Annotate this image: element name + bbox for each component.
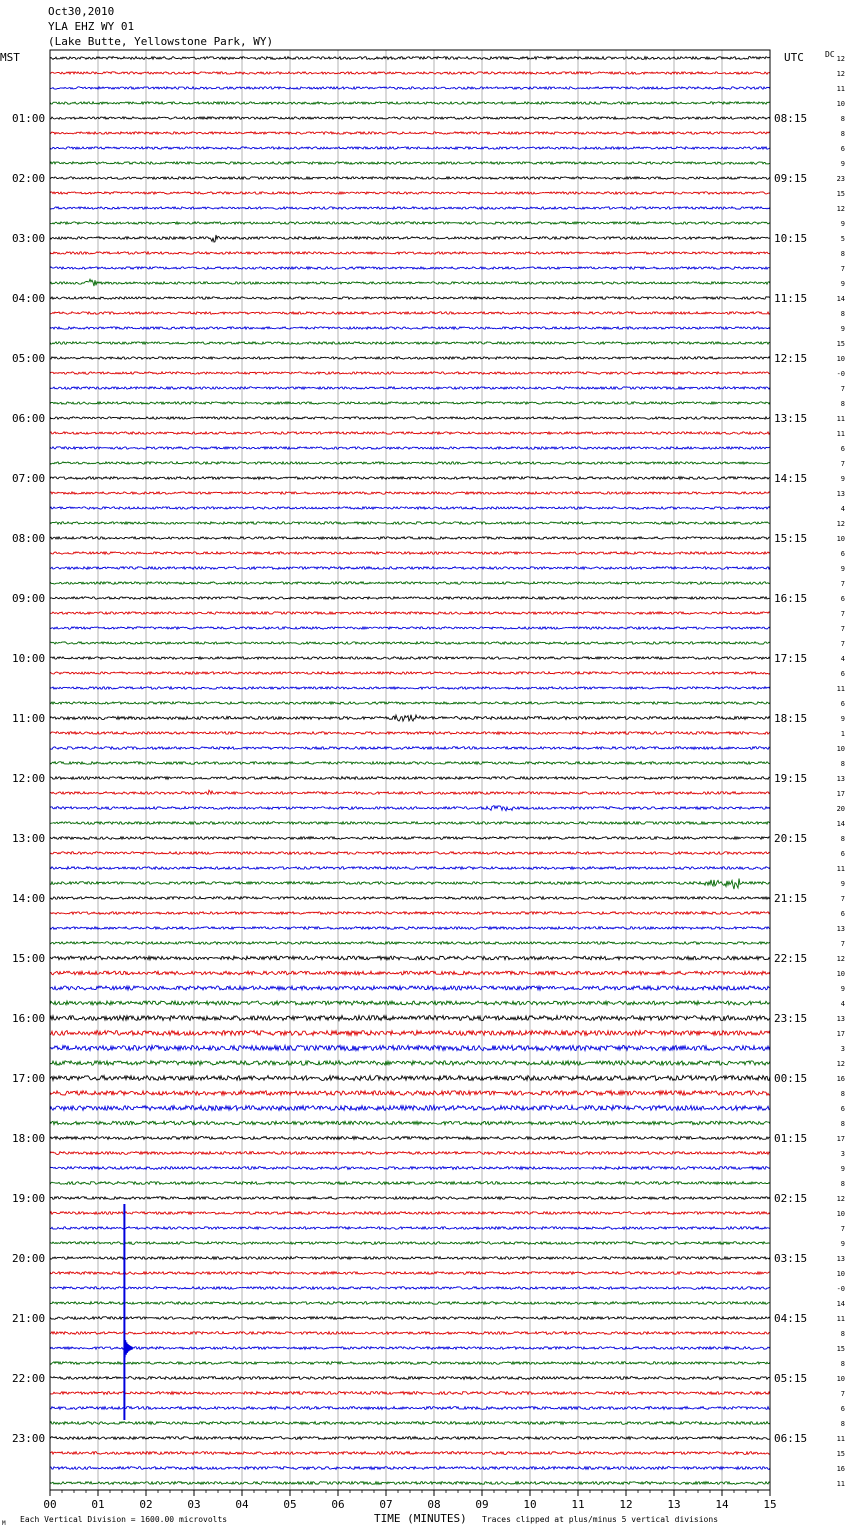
dc-offset-value: 11: [836, 865, 845, 873]
trace-row: [50, 207, 770, 209]
left-hour-label: 13:00: [12, 832, 46, 845]
trace-row: [50, 702, 770, 704]
right-hour-label: 17:15: [774, 652, 808, 665]
x-tick-label: 12: [619, 1498, 633, 1511]
left-hour-label: 23:00: [12, 1432, 46, 1445]
dc-offset-value: 8: [840, 400, 845, 408]
dc-offset-value: 9: [840, 985, 845, 993]
left-hour-label: 02:00: [12, 172, 46, 185]
trace-row: [50, 672, 770, 674]
dc-offset-value: 5: [840, 235, 845, 243]
x-tick-label: 14: [715, 1498, 729, 1511]
dc-offset-value: 6: [840, 445, 845, 453]
dc-offset-value: 6: [840, 550, 845, 558]
station-location: (Lake Butte, Yellowstone Park, WY): [48, 35, 274, 48]
trace-row: [50, 132, 770, 134]
dc-offset-value: 13: [836, 1255, 845, 1263]
dc-offset-labels: [837, 55, 845, 1488]
left-hour-label: 03:00: [12, 232, 46, 245]
trace-row: [50, 1076, 770, 1081]
trace-row: [50, 956, 770, 960]
right-hour-label: 10:15: [774, 232, 808, 245]
dc-offset-value: 8: [840, 310, 845, 318]
trace-row: [50, 777, 770, 780]
dc-offset-value: 11: [836, 1435, 845, 1443]
trace-row: [50, 1437, 770, 1440]
dc-offset-value: 9: [840, 1165, 845, 1173]
trace-row: [50, 1016, 770, 1021]
right-hour-label: 21:15: [774, 892, 808, 905]
dc-offset-value: 14: [836, 295, 845, 303]
trace-row: [50, 162, 770, 164]
dc-offset-value: 6: [840, 700, 845, 708]
x-tick-label: 13: [667, 1498, 681, 1511]
dc-offset-value: 17: [836, 790, 845, 798]
trace-row: [50, 447, 770, 449]
right-hour-label: 01:15: [774, 1132, 808, 1145]
dc-offset-value: 9: [840, 280, 845, 288]
trace-row: [50, 1302, 770, 1305]
trace-row: [50, 762, 770, 765]
dc-offset-value: 7: [840, 640, 845, 648]
dc-offset-value: 13: [836, 1015, 845, 1023]
dc-offset-value: 11: [836, 430, 845, 438]
right-hour-label: 19:15: [774, 772, 808, 785]
dc-offset-value: 8: [840, 250, 845, 258]
trace-row: [50, 117, 770, 119]
dc-offset-value: 8: [840, 1330, 845, 1338]
trace-row: [50, 222, 770, 224]
trace-row: [50, 1422, 770, 1425]
trace-row: [50, 57, 770, 60]
right-hour-labels: [774, 112, 807, 1445]
trace-row: [50, 312, 770, 314]
trace-row: [50, 567, 770, 570]
left-hour-label: 07:00: [12, 472, 46, 485]
x-tick-label: 10: [523, 1498, 537, 1511]
dc-offset-value: 9: [840, 1240, 845, 1248]
trace-row: [50, 357, 770, 359]
dc-offset-value: 13: [836, 925, 845, 933]
x-tick-label: 02: [139, 1498, 153, 1511]
trace-row: [50, 912, 770, 915]
dc-offset-value: 7: [840, 385, 845, 393]
dc-offset-value: 7: [840, 265, 845, 273]
right-hour-label: 18:15: [774, 712, 808, 725]
trace-row: [50, 790, 770, 794]
dc-offset-value: 8: [840, 115, 845, 123]
dc-offset-value: 10: [836, 1210, 845, 1218]
x-tick-label: 09: [475, 1498, 489, 1511]
trace-row: [50, 252, 770, 254]
dc-offset-value: 8: [840, 130, 845, 138]
dc-offset-value: 8: [840, 1090, 845, 1098]
dc-offset-value: 7: [840, 1390, 845, 1398]
left-hour-label: 14:00: [12, 892, 46, 905]
right-hour-label: 04:15: [774, 1312, 808, 1325]
dc-offset-value: -0: [836, 1285, 845, 1293]
trace-row: [50, 1452, 770, 1455]
dc-offset-value: 10: [836, 1375, 845, 1383]
right-hour-label: 20:15: [774, 832, 808, 845]
dc-offset-value: 6: [840, 850, 845, 858]
dc-offset-value: 10: [836, 745, 845, 753]
left-hour-label: 19:00: [12, 1192, 46, 1205]
dc-offset-value: 8: [840, 1360, 845, 1368]
trace-row: [50, 1362, 770, 1365]
trace-row: [50, 477, 770, 480]
dc-offset-value: 12: [836, 205, 845, 213]
dc-offset-value: 6: [840, 670, 845, 678]
dc-offset-value: 14: [836, 820, 845, 828]
dc-offset-value: 9: [840, 565, 845, 573]
trace-row: [50, 1242, 770, 1245]
trace-row: [50, 942, 770, 945]
x-tick-label: 07: [379, 1498, 393, 1511]
trace-row: [50, 732, 770, 735]
dc-offset-value: 13: [836, 490, 845, 498]
trace-row: [50, 822, 770, 825]
trace-row: [50, 297, 770, 299]
trace-row: [50, 177, 770, 179]
dc-offset-value: 6: [840, 1105, 845, 1113]
trace-row: [50, 1137, 770, 1140]
dc-offset-value: 7: [840, 625, 845, 633]
trace-row: [50, 342, 770, 344]
x-tick-label: 04: [235, 1498, 249, 1511]
plot-header: [48, 5, 273, 48]
dc-offset-value: 17: [836, 1030, 845, 1038]
dc-offset-value: 3: [840, 1045, 845, 1053]
right-hour-label: 11:15: [774, 292, 808, 305]
trace-row: [50, 927, 770, 930]
trace-row: [50, 597, 770, 599]
scale-note: Each Vertical Division = 1600.00 microvolts: [20, 1515, 228, 1524]
dc-offset-value: 17: [836, 1135, 845, 1143]
trace-row: [50, 747, 770, 750]
dc-offset-value: 8: [840, 760, 845, 768]
x-axis: [43, 1490, 776, 1511]
left-hour-label: 06:00: [12, 412, 46, 425]
right-hour-label: 22:15: [774, 952, 808, 965]
right-hour-label: 23:15: [774, 1012, 808, 1025]
left-axis-title: MST: [0, 51, 20, 64]
trace-row: [50, 1377, 770, 1380]
corner-mark: M: [2, 1520, 6, 1527]
dc-offset-value: 7: [840, 460, 845, 468]
trace-row: [50, 852, 770, 855]
trace-row: [50, 582, 770, 584]
dc-offset-value: 16: [836, 1465, 845, 1473]
dc-offset-value: 8: [840, 1180, 845, 1188]
right-hour-label: 14:15: [774, 472, 808, 485]
dc-column-title: DC: [825, 50, 835, 59]
left-hour-labels: [12, 112, 45, 1445]
dc-offset-value: 10: [836, 100, 845, 108]
dc-offset-value: 7: [840, 895, 845, 903]
dc-offset-value: 4: [840, 655, 845, 663]
dc-offset-value: 14: [836, 1300, 845, 1308]
dc-offset-value: 10: [836, 1270, 845, 1278]
dc-offset-value: 9: [840, 880, 845, 888]
left-hour-label: 20:00: [12, 1252, 46, 1265]
right-hour-label: 12:15: [774, 352, 808, 365]
dc-offset-value: 10: [836, 970, 845, 978]
right-hour-label: 08:15: [774, 112, 808, 125]
plot-footer: [2, 1512, 718, 1527]
large-event-coda: [124, 1337, 132, 1357]
trace-row: [50, 612, 770, 614]
record-date: Oct30,2010: [48, 5, 115, 18]
dc-offset-value: 11: [836, 1315, 845, 1323]
trace-row: [50, 522, 770, 524]
dc-offset-value: 8: [840, 835, 845, 843]
trace-row: [50, 87, 770, 89]
right-hour-label: 16:15: [774, 592, 808, 605]
trace-row: [50, 1317, 770, 1320]
trace-row: [50, 1167, 770, 1170]
dc-offset-value: 12: [836, 520, 845, 528]
dc-offset-value: 9: [840, 220, 845, 228]
dc-offset-value: 11: [836, 415, 845, 423]
trace-row: [50, 1482, 770, 1485]
right-axis-title: UTC: [784, 51, 804, 64]
right-hour-label: 03:15: [774, 1252, 808, 1265]
x-tick-label: 00: [43, 1498, 57, 1511]
trace-row: [50, 1257, 770, 1260]
right-hour-label: 06:15: [774, 1432, 808, 1445]
trace-row: [50, 1121, 770, 1125]
dc-offset-value: 9: [840, 160, 845, 168]
trace-row: [50, 102, 770, 104]
right-hour-label: 02:15: [774, 1192, 808, 1205]
left-hour-label: 18:00: [12, 1132, 46, 1145]
trace-row: [50, 1467, 770, 1470]
dc-offset-value: 12: [836, 955, 845, 963]
trace-row: [50, 537, 770, 539]
dc-offset-value: 11: [836, 1480, 845, 1488]
trace-row: [50, 879, 770, 890]
trace-row: [50, 1332, 770, 1335]
dc-offset-value: 7: [840, 940, 845, 948]
trace-row: [50, 372, 770, 374]
trace-row: [50, 387, 770, 389]
dc-offset-value: 6: [840, 910, 845, 918]
trace-row: [50, 867, 770, 870]
trace-row: [50, 642, 770, 644]
trace-row: [50, 1091, 770, 1095]
dc-offset-value: 12: [836, 55, 845, 63]
trace-row: [50, 1105, 770, 1110]
trace-row: [50, 1227, 770, 1230]
dc-offset-value: 12: [836, 1060, 845, 1068]
left-hour-label: 11:00: [12, 712, 46, 725]
dc-offset-value: 1: [840, 730, 845, 738]
right-hour-label: 09:15: [774, 172, 808, 185]
trace-row: [50, 657, 770, 659]
left-hour-label: 09:00: [12, 592, 46, 605]
trace-layer: [50, 57, 770, 1485]
dc-offset-value: 15: [836, 1345, 845, 1353]
station-code: YLA EHZ WY 01: [48, 20, 135, 33]
right-hour-label: 13:15: [774, 412, 808, 425]
dc-offset-value: 23: [836, 175, 845, 183]
x-tick-label: 03: [187, 1498, 201, 1511]
trace-row: [50, 1392, 770, 1395]
dc-offset-value: 3: [840, 1150, 845, 1158]
left-hour-label: 22:00: [12, 1372, 46, 1385]
dc-offset-value: 8: [840, 1420, 845, 1428]
dc-offset-value: 12: [836, 70, 845, 78]
right-hour-label: 00:15: [774, 1072, 808, 1085]
trace-row: [50, 1212, 770, 1215]
dc-offset-value: 16: [836, 1075, 845, 1083]
trace-row: [50, 1182, 770, 1185]
dc-offset-value: 4: [840, 1000, 845, 1008]
trace-row: [50, 971, 770, 975]
trace-row: [50, 1347, 770, 1350]
dc-offset-value: 11: [836, 85, 845, 93]
left-hour-label: 16:00: [12, 1012, 46, 1025]
clip-note: Traces clipped at plus/minus 5 vertical divisions: [482, 1515, 719, 1524]
trace-row: [50, 627, 770, 629]
trace-row: [50, 72, 770, 74]
trace-row: [50, 327, 770, 329]
dc-offset-value: -0: [836, 370, 845, 378]
trace-row: [50, 1031, 770, 1036]
x-tick-label: 05: [283, 1498, 297, 1511]
dc-offset-value: 6: [840, 145, 845, 153]
dc-offset-value: 4: [840, 505, 845, 513]
x-tick-label: 11: [571, 1498, 585, 1511]
dc-offset-value: 10: [836, 535, 845, 543]
x-tick-label: 15: [763, 1498, 777, 1511]
left-hour-label: 04:00: [12, 292, 46, 305]
dc-offset-value: 7: [840, 580, 845, 588]
trace-row: [50, 402, 770, 404]
trace-row: [50, 986, 770, 990]
x-tick-label: 06: [331, 1498, 345, 1511]
left-hour-label: 10:00: [12, 652, 46, 665]
dc-offset-value: 9: [840, 475, 845, 483]
trace-row: [50, 507, 770, 509]
dc-offset-value: 7: [840, 610, 845, 618]
trace-row: [50, 1045, 770, 1050]
trace-row: [50, 715, 770, 721]
trace-row: [50, 462, 770, 464]
trace-row: [50, 897, 770, 900]
left-hour-label: 21:00: [12, 1312, 46, 1325]
dc-offset-value: 11: [836, 685, 845, 693]
trace-row: [50, 492, 770, 494]
trace-row: [50, 147, 770, 149]
trace-row: [50, 192, 770, 194]
dc-offset-value: 10: [836, 355, 845, 363]
dc-offset-value: 15: [836, 1450, 845, 1458]
left-hour-label: 05:00: [12, 352, 46, 365]
x-axis-title: TIME (MINUTES): [374, 1512, 467, 1525]
right-hour-label: 05:15: [774, 1372, 808, 1385]
trace-row: [50, 1407, 770, 1410]
dc-offset-value: 6: [840, 595, 845, 603]
dc-offset-value: 8: [840, 1120, 845, 1128]
event-layer: [124, 1204, 132, 1420]
dc-offset-value: 15: [836, 190, 845, 198]
trace-row: [50, 432, 770, 434]
trace-row: [50, 1287, 770, 1290]
dc-offset-value: 9: [840, 715, 845, 723]
trace-row: [50, 235, 770, 242]
left-hour-label: 17:00: [12, 1072, 46, 1085]
dc-offset-value: 12: [836, 1195, 845, 1203]
trace-row: [50, 417, 770, 419]
dc-offset-value: 15: [836, 340, 845, 348]
dc-offset-value: 7: [840, 1225, 845, 1233]
left-hour-label: 12:00: [12, 772, 46, 785]
right-hour-label: 15:15: [774, 532, 808, 545]
trace-row: [50, 279, 770, 286]
trace-row: [50, 1197, 770, 1200]
trace-row: [50, 1152, 770, 1155]
x-tick-label: 08: [427, 1498, 441, 1511]
trace-row: [50, 806, 770, 811]
trace-row: [50, 267, 770, 269]
left-hour-label: 08:00: [12, 532, 46, 545]
dc-offset-value: 6: [840, 1405, 845, 1413]
trace-row: [50, 1061, 770, 1065]
dc-offset-value: 20: [836, 805, 845, 813]
trace-row: [50, 837, 770, 840]
trace-row: [50, 1001, 770, 1005]
trace-row: [50, 1272, 770, 1275]
trace-row: [50, 687, 770, 689]
trace-row: [50, 552, 770, 554]
left-hour-label: 01:00: [12, 112, 46, 125]
x-tick-label: 01: [91, 1498, 105, 1511]
left-hour-label: 15:00: [12, 952, 46, 965]
dc-offset-value: 9: [840, 325, 845, 333]
dc-offset-value: 13: [836, 775, 845, 783]
